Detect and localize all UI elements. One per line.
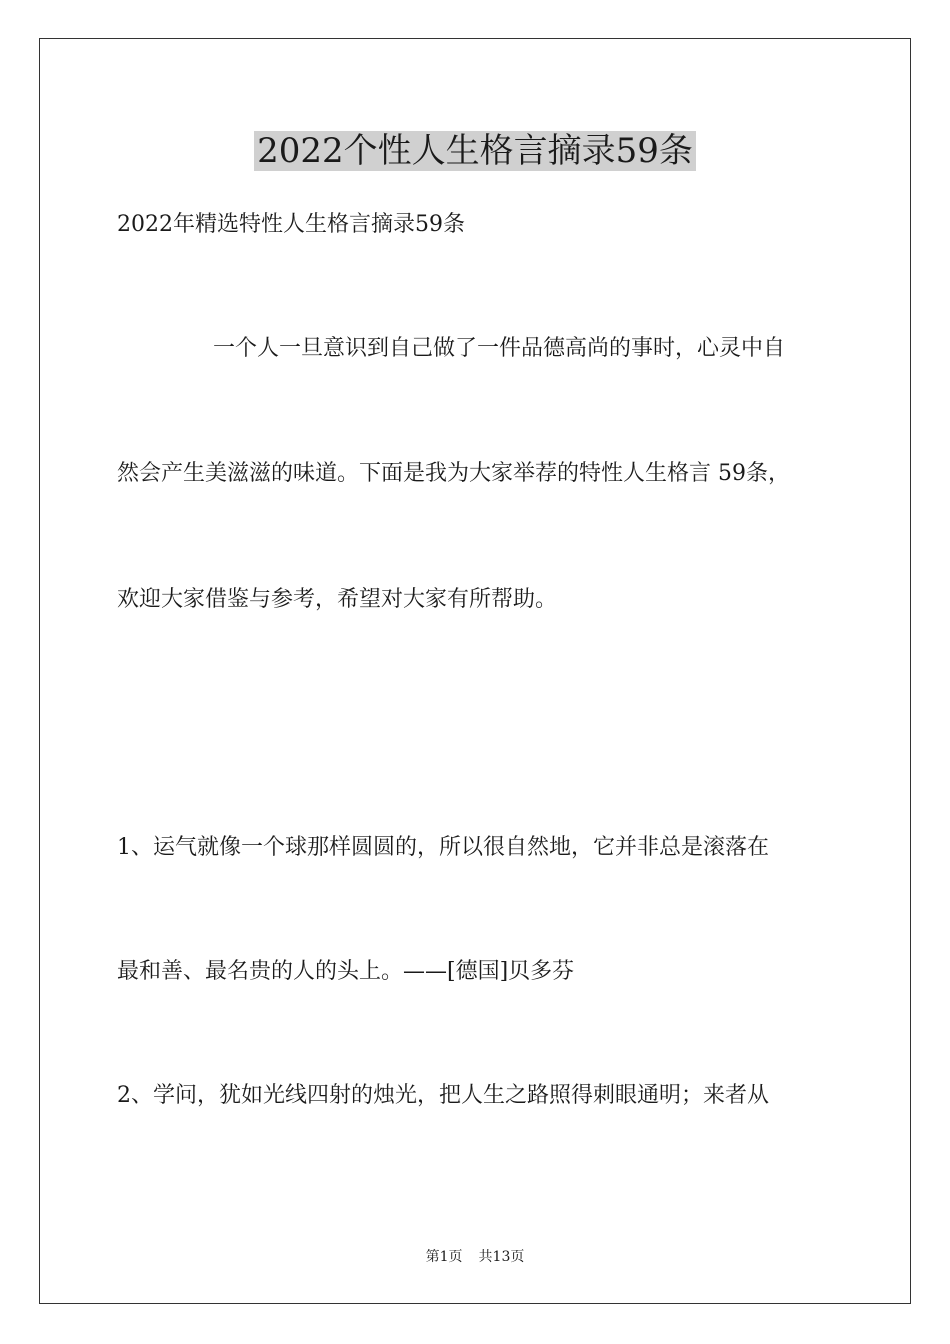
quote-1-line-2: 最和善、最名贵的人的头上。——[德国]贝多芬 [117,959,575,984]
quote-1-line-1: 1、运气就像一个球那样圆圆的，所以很自然地，它并非总是滚落在 [117,835,769,860]
intro-line-1: 一个人一旦意识到自己做了一件品德高尚的事时，心灵中自 [213,336,786,361]
document-title [0,126,950,176]
page-number: 第1页 [425,1249,463,1265]
page-footer [0,1247,950,1267]
document-title-text: 2022个性人生格言摘录59条 [254,131,696,171]
intro-line-2: 然会产生美滋滋的味道。下面是我为大家举荐的特性人生格言 59条， [117,461,790,486]
quote-2-line-1: 2、学问，犹如光线四射的烛光，把人生之路照得刺眼通明；来者从 [117,1083,769,1108]
document-subtitle: 2022年精选特性人生格言摘录59条 [117,212,465,237]
page-total: 共13页 [478,1249,525,1265]
intro-line-3: 欢迎大家借鉴与参考，希望对大家有所帮助。 [117,587,558,612]
